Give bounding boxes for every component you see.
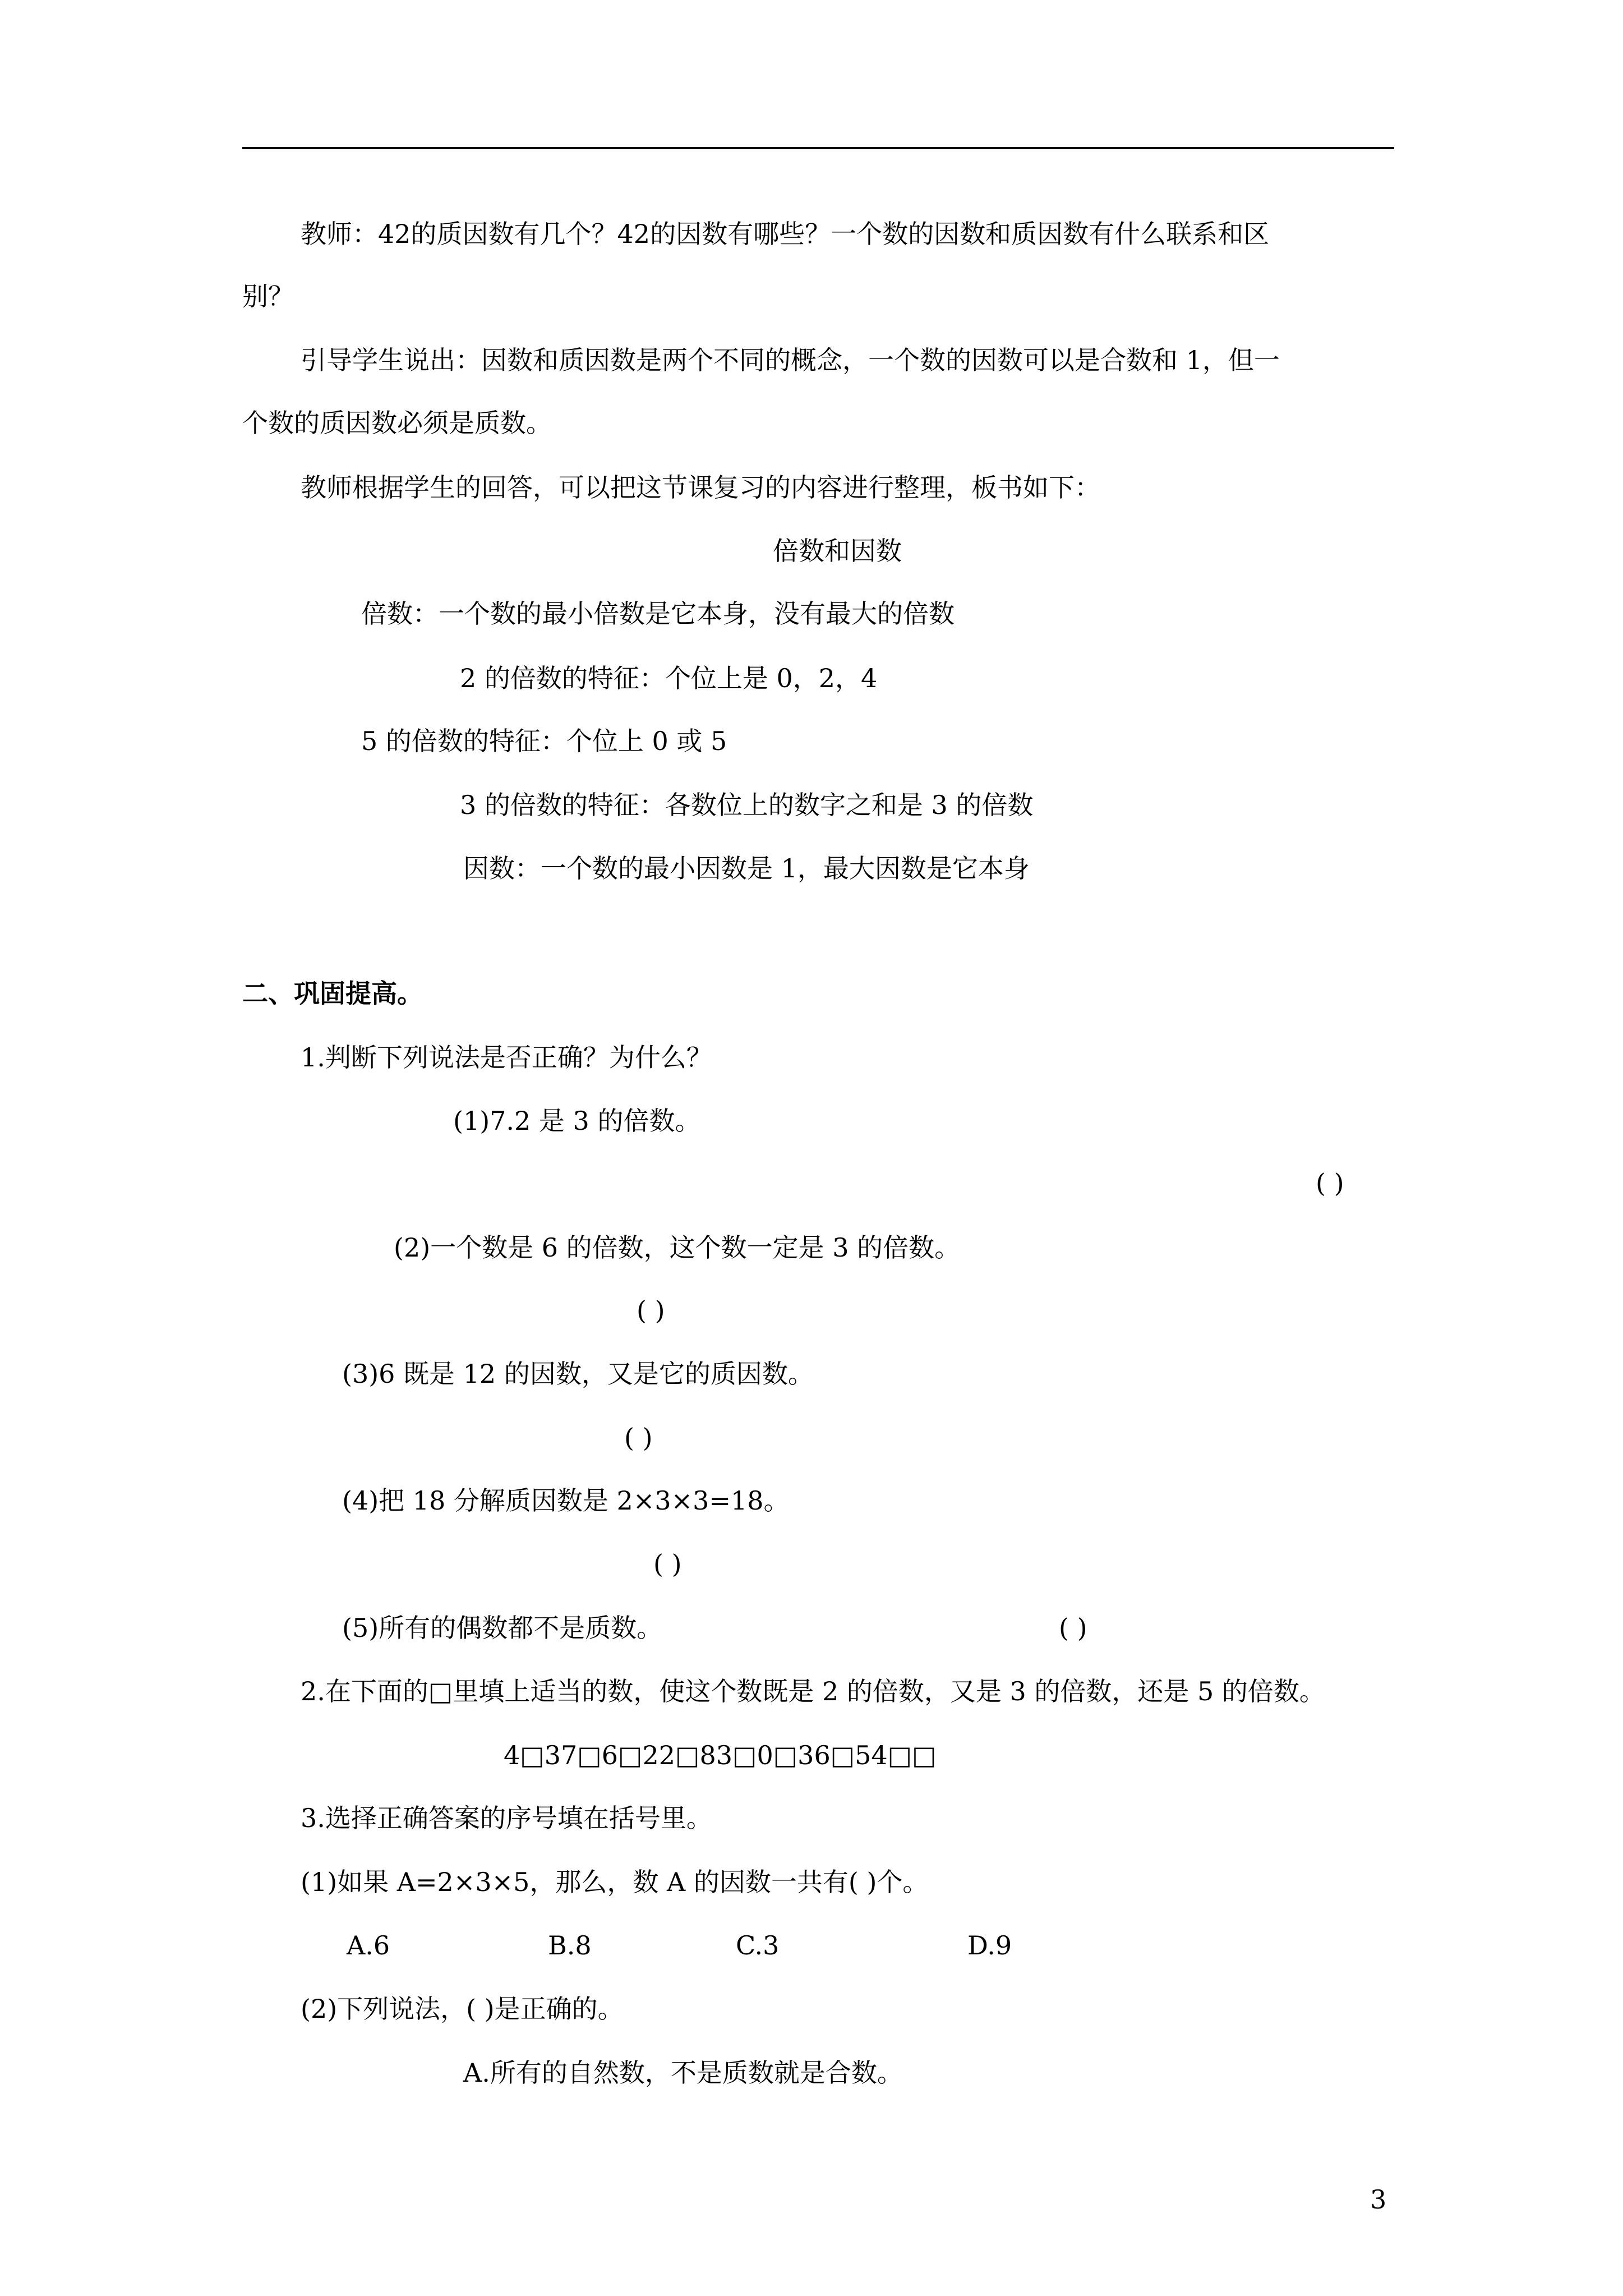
question3-title: 3.选择正确答案的序号填在括号里。 xyxy=(301,1803,712,1833)
board-three-multiple-line: 3 的倍数的特征：各数位上的数字之和是 3 的倍数 xyxy=(460,790,1034,820)
paragraph-guide-line1: 引导学生说出：因数和质因数是两个不同的概念，一个数的因数可以是合数和 1，但一 xyxy=(301,345,1280,375)
question1-item5: (5)所有的偶数都不是质数。 xyxy=(342,1613,663,1643)
question1-item1: (1)7.2 是 3 的倍数。 xyxy=(453,1106,701,1136)
board-multiple-line: 倍数：一个数的最小倍数是它本身，没有最大的倍数 xyxy=(361,599,955,629)
question1-item4: (4)把 18 分解质因数是 2×3×3=18。 xyxy=(342,1485,790,1516)
question1-item3: (3)6 既是 12 的因数，又是它的质因数。 xyxy=(342,1359,814,1389)
question2-title: 2.在下面的□里填上适当的数，使这个数既是 2 的倍数，又是 3 的倍数，还是 5 的倍数。 xyxy=(301,1676,1325,1706)
paragraph-teacher-question-line2: 别？ xyxy=(242,281,294,311)
question3-item1: (1)如果 A=2×3×5，那么，数 A 的因数一共有( )个。 xyxy=(301,1867,929,1897)
question1-item2: (2)一个数是 6 的倍数，这个数一定是 3 的倍数。 xyxy=(394,1232,961,1263)
board-title: 倍数和因数 xyxy=(773,536,902,566)
question3-item1-option-a: A.6 xyxy=(347,1930,390,1961)
question1-item5-answer-parens: ( ) xyxy=(1059,1613,1087,1643)
board-two-multiple-line: 2 的倍数的特征：个位上是 0，2，4 xyxy=(460,663,878,693)
question3-item2-option-a: A.所有的自然数，不是质数就是合数。 xyxy=(463,2058,903,2088)
question1-item2-answer-parens: ( ) xyxy=(637,1295,665,1326)
question3-item1-option-d: D.9 xyxy=(967,1930,1012,1961)
board-factor-line: 因数：一个数的最小因数是 1，最大因数是它本身 xyxy=(463,853,1030,884)
question1-title: 1.判断下列说法是否正确？为什么？ xyxy=(301,1042,712,1073)
header-rule xyxy=(242,147,1394,149)
page-number: 3 xyxy=(1370,2184,1387,2215)
paragraph-teacher-summary: 教师根据学生的回答，可以把这节课复习的内容进行整理，板书如下： xyxy=(301,472,1100,503)
question1-item4-answer-parens: ( ) xyxy=(653,1549,682,1579)
question1-item1-answer-parens: ( ) xyxy=(1316,1168,1344,1198)
question1-item3-answer-parens: ( ) xyxy=(624,1423,653,1453)
paragraph-guide-line2: 个数的质因数必须是质数。 xyxy=(242,408,552,438)
section-heading: 二、巩固提高。 xyxy=(242,978,423,1009)
question3-item1-option-b: B.8 xyxy=(548,1930,592,1961)
question3-item1-option-c: C.3 xyxy=(736,1930,780,1961)
question3-item2: (2)下列说法，( )是正确的。 xyxy=(301,1994,624,2024)
question2-numbers: 4□37□6□22□83□0□36□54□□ xyxy=(504,1740,937,1770)
paragraph-teacher-question-line1: 教师：42的质因数有几个？42的因数有哪些？一个数的因数和质因数有什么联系和区 xyxy=(301,219,1270,249)
board-five-multiple-line: 5 的倍数的特征：个位上 0 或 5 xyxy=(361,726,727,756)
